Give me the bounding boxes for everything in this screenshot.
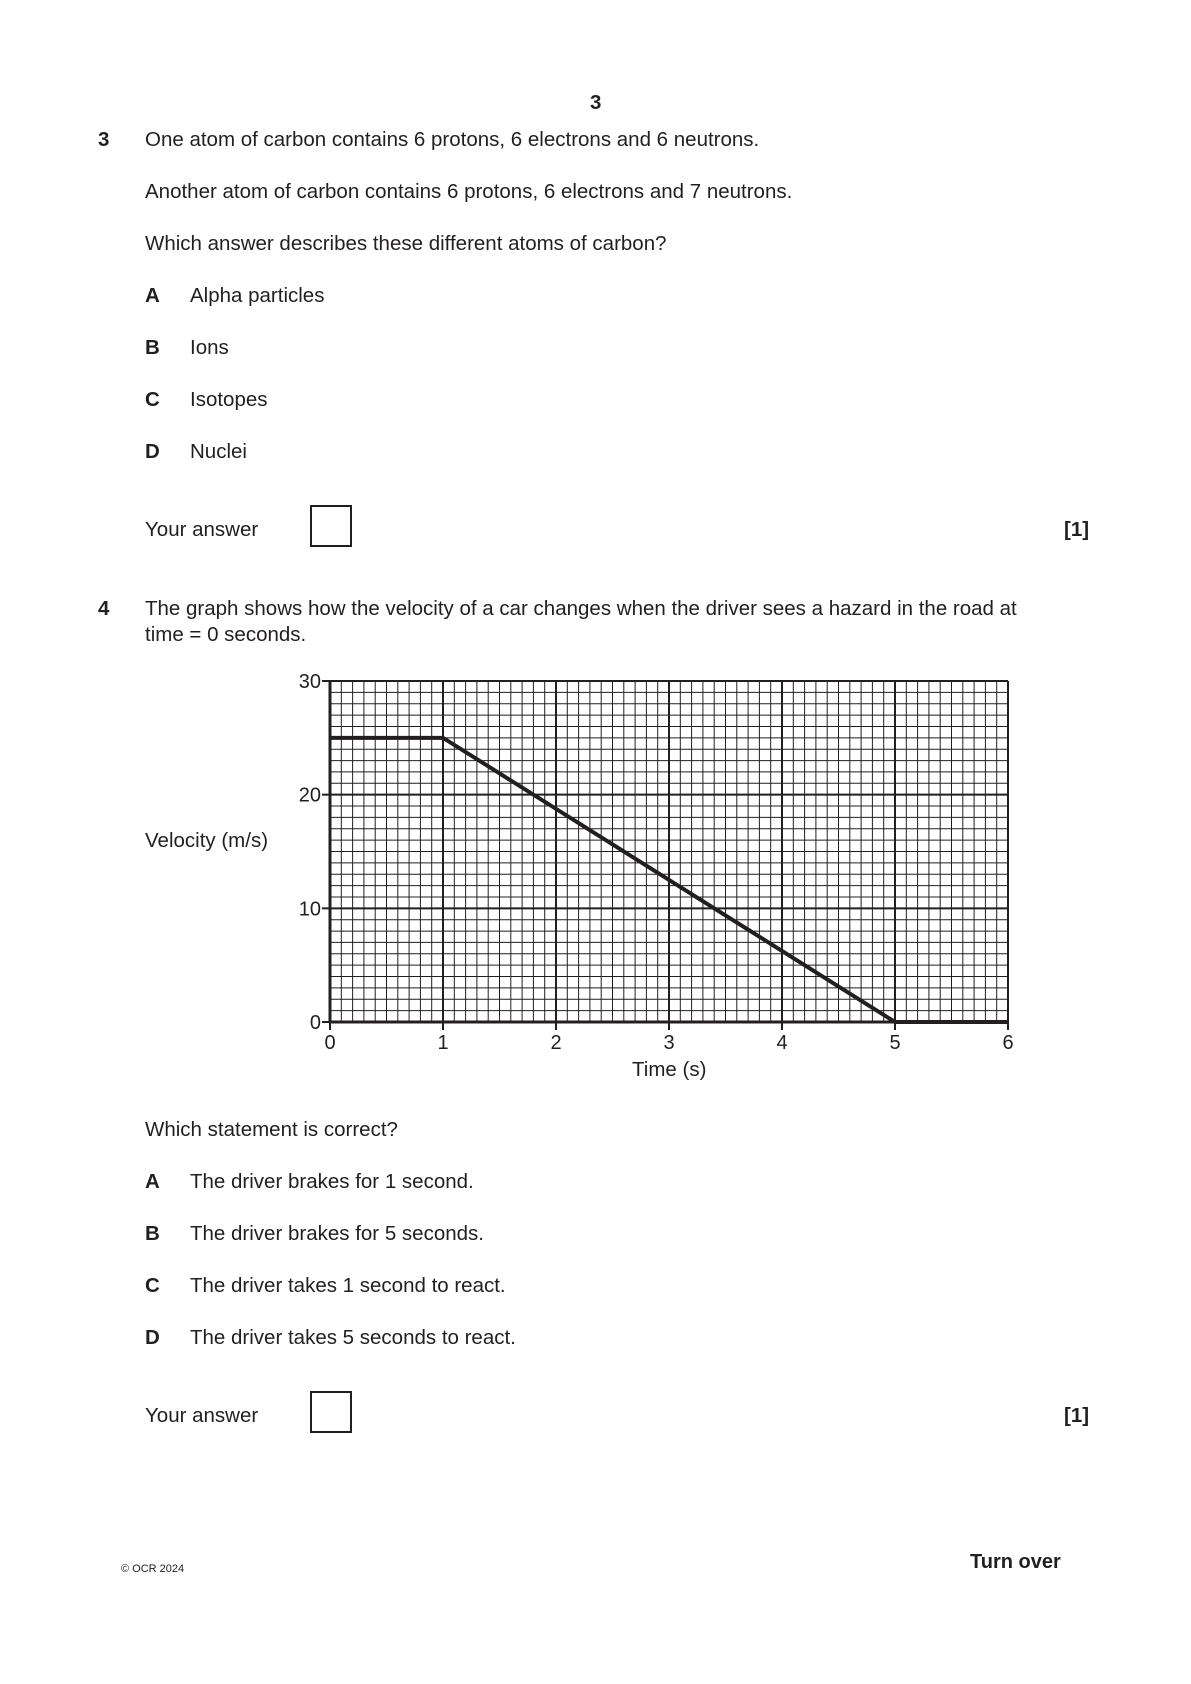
answer-box[interactable] bbox=[310, 1391, 352, 1433]
copyright: © OCR 2024 bbox=[121, 1563, 185, 1575]
svg-text:5: 5 bbox=[889, 1032, 901, 1054]
question-prompt: Which statement is correct? bbox=[145, 1118, 398, 1141]
question-stem: One atom of carbon contains 6 protons, 6 electrons and 6 neutrons. bbox=[145, 128, 760, 151]
question-prompt: Which answer describes these different atoms of carbon? bbox=[145, 232, 667, 255]
option-letter: D bbox=[145, 1326, 160, 1349]
svg-text:2: 2 bbox=[550, 1032, 562, 1054]
option-letter: B bbox=[145, 1222, 160, 1245]
option-text: The driver takes 1 second to react. bbox=[190, 1274, 506, 1297]
svg-text:30: 30 bbox=[298, 671, 321, 693]
option-letter: A bbox=[145, 1170, 160, 1193]
option-letter: C bbox=[145, 1274, 160, 1297]
answer-label: Your answer bbox=[145, 1404, 259, 1427]
y-axis-label: Velocity (m/s) bbox=[145, 829, 269, 852]
option-text: Isotopes bbox=[190, 388, 268, 411]
option-letter: D bbox=[145, 440, 160, 463]
option-letter: A bbox=[145, 284, 160, 307]
question-stem: The graph shows how the velocity of a car changes when the driver sees a hazard in the road at bbox=[145, 597, 1017, 620]
option-text: The driver brakes for 5 seconds. bbox=[190, 1222, 484, 1245]
turn-over: Turn over bbox=[970, 1551, 1061, 1573]
option-text: Nuclei bbox=[190, 440, 247, 463]
option-text: The driver takes 5 seconds to react. bbox=[190, 1326, 516, 1349]
svg-text:3: 3 bbox=[663, 1032, 675, 1054]
question-stem: Another atom of carbon contains 6 protons, 6 electrons and 7 neutrons. bbox=[145, 180, 793, 203]
option-letter: C bbox=[145, 388, 160, 411]
svg-text:20: 20 bbox=[298, 784, 321, 807]
answer-label: Your answer bbox=[145, 518, 259, 541]
marks: [1] bbox=[1064, 518, 1090, 541]
page-number: 3 bbox=[590, 91, 602, 114]
option-text: The driver brakes for 1 second. bbox=[190, 1170, 474, 1193]
x-axis-label: Time (s) bbox=[632, 1058, 707, 1081]
svg-text:0: 0 bbox=[309, 1012, 321, 1034]
svg-text:6: 6 bbox=[1002, 1032, 1014, 1054]
question-stem: time = 0 seconds. bbox=[145, 623, 307, 646]
svg-text:10: 10 bbox=[298, 898, 321, 921]
question-number: 3 bbox=[98, 128, 110, 151]
marks: [1] bbox=[1064, 1404, 1090, 1427]
svg-text:0: 0 bbox=[324, 1032, 336, 1054]
svg-text:1: 1 bbox=[437, 1032, 449, 1054]
option-text: Alpha particles bbox=[190, 284, 325, 307]
option-letter: B bbox=[145, 336, 160, 359]
svg-text:4: 4 bbox=[776, 1032, 788, 1054]
option-text: Ions bbox=[190, 336, 229, 359]
question-number: 4 bbox=[98, 597, 110, 620]
